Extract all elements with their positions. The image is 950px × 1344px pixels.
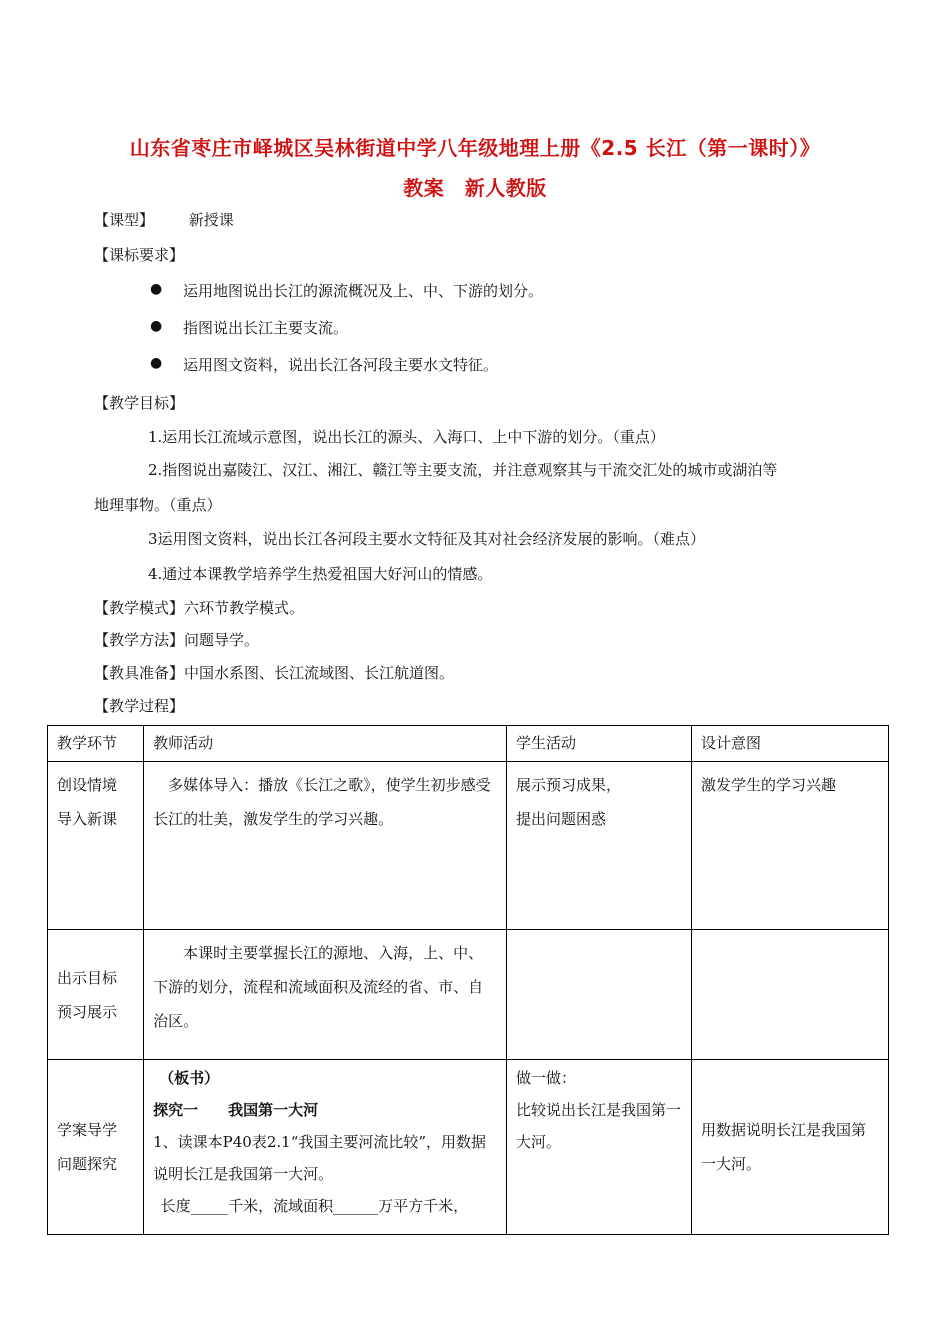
student-cell	[506, 762, 691, 930]
teaching-method-value: 问题导学。	[184, 631, 260, 649]
bullet-icon: ●	[150, 281, 163, 297]
standard-item: 运用地图说出长江的源流概况及上、中、下游的划分。	[183, 282, 544, 300]
teacher-fill-blank: 长度_____千米，流域面积______万平方千米，	[160, 1197, 469, 1215]
intent-cell	[692, 930, 889, 1060]
teacher-cell	[144, 762, 507, 930]
student-cell	[506, 1060, 691, 1235]
stage-text: 问题探究	[57, 1155, 118, 1173]
board-label: （板书）	[159, 1069, 220, 1087]
teaching-process-table	[47, 725, 889, 1235]
teaching-method-label: 【教学方法】	[94, 631, 185, 649]
teaching-mode-value: 六环节教学模式。	[184, 599, 305, 617]
header-stage: 教学环节	[48, 726, 144, 762]
stage-cell	[48, 930, 144, 1060]
stage-text: 预习展示	[57, 1002, 118, 1021]
process-label: 【教学过程】	[94, 697, 185, 715]
explore-title: 探究一 我国第一大河	[153, 1101, 319, 1119]
stage-text: 导入新课	[57, 810, 118, 828]
stage-text: 学案导学	[57, 1121, 118, 1139]
objective-item-4: 4.通过本课教学培养学生热爱祖国大好河山的情感。	[148, 565, 493, 583]
stage-text: 出示目标	[57, 968, 118, 987]
student-text: 提出问题困惑	[515, 810, 606, 828]
header-teacher: 教师活动	[144, 726, 507, 762]
table-row	[48, 930, 889, 1060]
teacher-cell	[144, 1060, 507, 1235]
intent-text: 用数据说明长江是我国第一大河。	[701, 1121, 867, 1173]
objective-item-3: 3运用图文资料，说出长江各河段主要水文特征及其对社会经济发展的影响。（难点）	[148, 530, 706, 548]
stage-cell	[48, 762, 144, 930]
bullet-icon: ●	[150, 355, 163, 371]
lesson-type-value: 新授课	[188, 211, 234, 229]
student-text: 做一做：	[515, 1069, 576, 1087]
stage-cell	[48, 1060, 144, 1235]
teacher-cell	[144, 930, 507, 1060]
teaching-tools-label: 【教具准备】	[94, 664, 185, 682]
table-row	[48, 1060, 889, 1235]
table-header-row	[48, 726, 889, 762]
intent-cell	[692, 762, 889, 930]
objective-item-1: 1.运用长江流域示意图，说出长江的源头、入海口、上中下游的划分。（重点）	[148, 428, 665, 446]
teacher-text: 多媒体导入：播放《长江之歌》，使学生初步感受长江的壮美，激发学生的学习兴趣。	[153, 776, 491, 828]
stage-text: 创设情境	[57, 776, 118, 794]
standard-item: 运用图文资料，说出长江各河段主要水文特征。	[183, 356, 499, 374]
objective-item-2-cont: 地理事物。（重点）	[94, 496, 222, 514]
document-title-line1: 山东省枣庄市峄城区吴林街道中学八年级地理上册《2.5 长江（第一课时）》	[129, 136, 821, 160]
teacher-text: 本课时主要掌握长江的源地、入海，上、中、下游的划分，流程和流域面积及流经的省、市、自治区。	[153, 944, 484, 1030]
bullet-icon: ●	[150, 318, 163, 334]
student-text: 展示预习成果，	[515, 776, 621, 794]
header-intent: 设计意图	[692, 726, 889, 762]
standard-item: 指图说出长江主要支流。	[183, 319, 349, 337]
header-student: 学生活动	[506, 726, 691, 762]
table-row	[48, 762, 889, 930]
teacher-question: 1、读课本P40表2.1“我国主要河流比较”，用数据说明长江是我国第一大河。	[153, 1133, 487, 1183]
intent-text: 激发学生的学习兴趣	[701, 776, 837, 794]
teaching-tools-value: 中国水系图、长江流域图、长江航道图。	[184, 664, 455, 682]
student-cell	[506, 930, 691, 1060]
objectives-label: 【教学目标】	[94, 394, 185, 412]
teaching-mode-label: 【教学模式】	[94, 599, 185, 617]
student-text: 比较说出长江是我国第一大河。	[515, 1101, 681, 1151]
lesson-type-row	[94, 210, 234, 230]
teaching-method-row	[94, 630, 259, 650]
lesson-type-label: 【课型】	[94, 211, 155, 229]
document-title-line2: 教案 新人教版	[403, 176, 547, 200]
teaching-tools-row	[94, 663, 454, 683]
intent-cell	[692, 1060, 889, 1235]
teaching-mode-row	[94, 598, 304, 618]
objective-item-2: 2.指图说出嘉陵江、汉江、湘江、赣江等主要支流，并注意观察其与干流交汇处的城市或湖泊等	[148, 461, 778, 479]
standards-label: 【课标要求】	[94, 246, 185, 264]
